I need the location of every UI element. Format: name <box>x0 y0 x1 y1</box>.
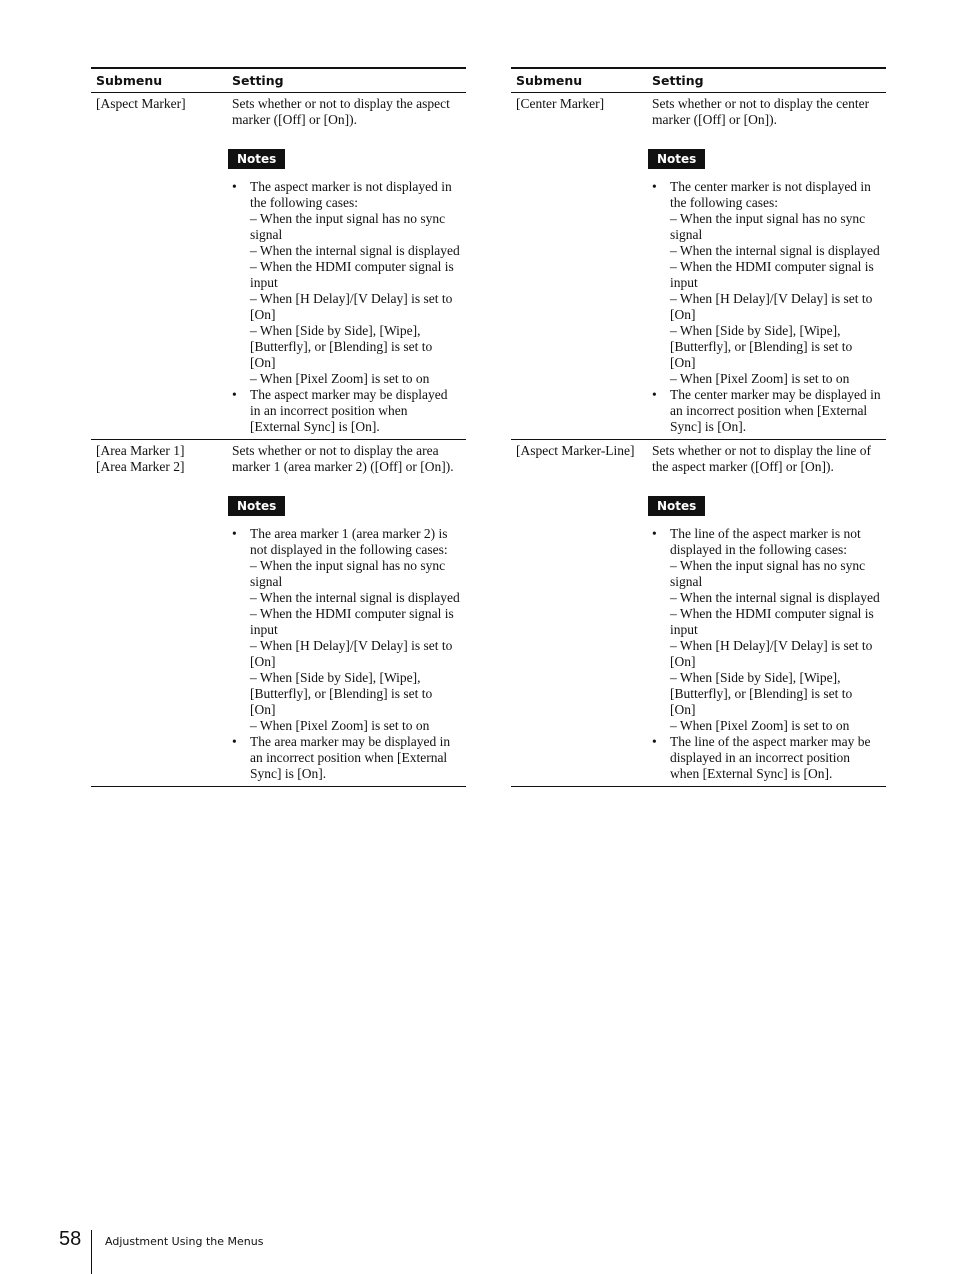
submenu-cell <box>511 440 647 787</box>
submenu-name: [Area Marker 2] <box>96 459 185 474</box>
note-condition: – When the HDMI computer signal is input <box>670 259 874 290</box>
notes-label: Notes <box>228 496 285 516</box>
note-item <box>232 734 461 782</box>
footer-divider <box>91 1230 92 1274</box>
table-row <box>91 440 466 787</box>
submenu-cell <box>511 93 647 440</box>
note-condition: – When [H Delay]/[V Delay] is set to [On] <box>670 638 873 669</box>
table-row <box>91 93 466 440</box>
notes-label: Notes <box>228 149 285 169</box>
setting-cell <box>647 93 886 440</box>
section-title: Adjustment Using the Menus <box>105 1235 264 1248</box>
setting-cell <box>647 440 886 787</box>
submenu-name: [Center Marker] <box>516 96 605 111</box>
note-item <box>232 387 461 435</box>
note-condition: – When [H Delay]/[V Delay] is set to [On] <box>250 291 453 322</box>
note-condition: – When the HDMI computer signal is input <box>250 606 454 637</box>
menu-table-right <box>511 67 886 787</box>
notes-label: Notes <box>648 496 705 516</box>
notes-list <box>232 526 461 782</box>
note-text: The aspect marker is not displayed in the following cases: <box>250 179 452 210</box>
note-condition: – When the input signal has no sync signal <box>670 558 866 589</box>
submenu-name: [Aspect Marker] <box>96 96 186 111</box>
note-condition: – When the internal signal is displayed <box>250 590 460 605</box>
submenu-cell <box>91 440 227 787</box>
note-text: The line of the aspect marker may be displayed in an incorrect position when [External Sync] is [On]. <box>670 734 871 781</box>
note-item <box>652 526 881 734</box>
note-condition: – When the input signal has no sync signal <box>670 211 866 242</box>
notes-list <box>232 179 461 435</box>
menu-table-left <box>91 67 466 787</box>
note-condition: – When the input signal has no sync signal <box>250 558 446 589</box>
setting-description: Sets whether or not to display the line of the aspect marker ([Off] or [On]). <box>652 443 871 474</box>
note-condition: – When the internal signal is displayed <box>670 590 880 605</box>
note-item <box>652 387 881 435</box>
note-condition: – When the internal signal is displayed <box>250 243 460 258</box>
note-condition: – When [H Delay]/[V Delay] is set to [On] <box>670 291 873 322</box>
submenu-header: Submenu <box>511 68 647 93</box>
table-body <box>91 93 466 787</box>
note-condition: – When [Pixel Zoom] is set to on <box>250 718 430 733</box>
note-condition: – When [Side by Side], [Wipe], [Butterfly], or [Blending] is set to [On] <box>670 670 853 717</box>
note-condition: – When [Pixel Zoom] is set to on <box>670 371 850 386</box>
note-condition: – When [H Delay]/[V Delay] is set to [On] <box>250 638 453 669</box>
note-condition: – When [Pixel Zoom] is set to on <box>670 718 850 733</box>
setting-cell <box>227 93 466 440</box>
note-text: The line of the aspect marker is not displayed in the following cases: <box>670 526 861 557</box>
page-number: 58 <box>59 1228 82 1250</box>
note-condition: – When [Side by Side], [Wipe], [Butterfly], or [Blending] is set to [On] <box>250 323 433 370</box>
setting-cell <box>227 440 466 787</box>
submenu-cell <box>91 93 227 440</box>
table-header-row <box>511 68 886 93</box>
note-condition: – When the HDMI computer signal is input <box>670 606 874 637</box>
notes-list <box>652 526 881 782</box>
setting-header: Setting <box>227 68 466 93</box>
note-condition: – When [Side by Side], [Wipe], [Butterfly], or [Blending] is set to [On] <box>670 323 853 370</box>
note-condition: – When the input signal has no sync signal <box>250 211 446 242</box>
note-item <box>232 179 461 387</box>
notes-label: Notes <box>648 149 705 169</box>
note-text: The aspect marker may be displayed in an incorrect position when [External Sync] is [On]. <box>250 387 448 434</box>
note-condition: – When the internal signal is displayed <box>670 243 880 258</box>
submenu-name: [Area Marker 1] <box>96 443 185 458</box>
setting-description: Sets whether or not to display the area marker 1 (area marker 2) ([Off] or [On]). <box>232 443 454 474</box>
note-item <box>652 179 881 387</box>
table-row <box>511 440 886 787</box>
table-body <box>511 93 886 787</box>
note-condition: – When [Side by Side], [Wipe], [Butterfly], or [Blending] is set to [On] <box>250 670 433 717</box>
setting-description: Sets whether or not to display the center marker ([Off] or [On]). <box>652 96 870 127</box>
table-row <box>511 93 886 440</box>
submenu-name: [Aspect Marker-Line] <box>516 443 635 458</box>
page-footer <box>0 1226 954 1274</box>
setting-header: Setting <box>647 68 886 93</box>
note-item <box>652 734 881 782</box>
note-text: The center marker is not displayed in the following cases: <box>670 179 871 210</box>
note-item <box>232 526 461 734</box>
submenu-header: Submenu <box>91 68 227 93</box>
table-header-row <box>91 68 466 93</box>
note-text: The area marker 1 (area marker 2) is not displayed in the following cases: <box>250 526 448 557</box>
setting-description: Sets whether or not to display the aspect marker ([Off] or [On]). <box>232 96 450 127</box>
note-condition: – When the HDMI computer signal is input <box>250 259 454 290</box>
note-text: The area marker may be displayed in an incorrect position when [External Sync] is [On]. <box>250 734 451 781</box>
note-condition: – When [Pixel Zoom] is set to on <box>250 371 430 386</box>
note-text: The center marker may be displayed in an incorrect position when [External Sync] is [On]. <box>670 387 881 434</box>
notes-list <box>652 179 881 435</box>
